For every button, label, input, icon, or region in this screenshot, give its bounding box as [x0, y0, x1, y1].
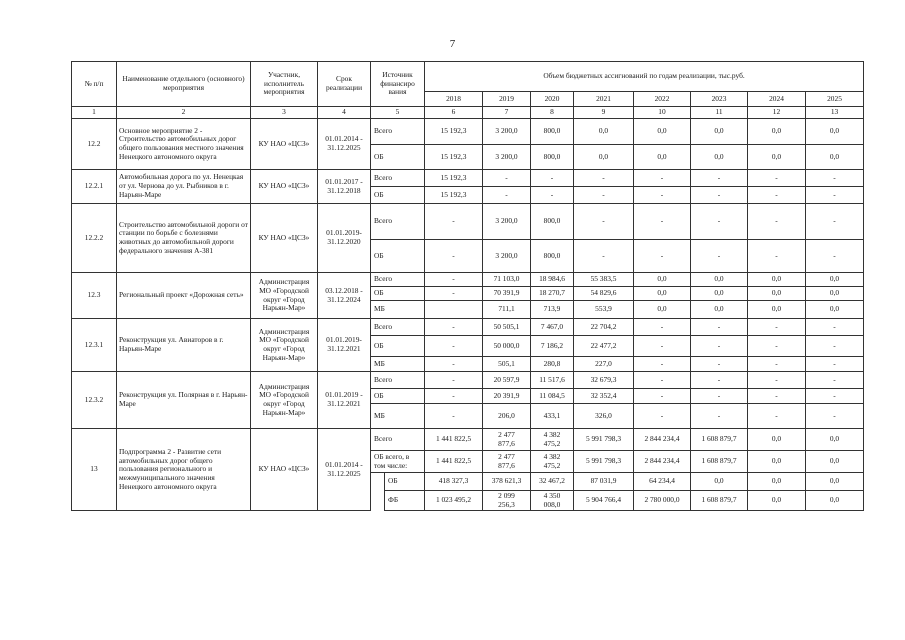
- budget-value: -: [691, 170, 748, 187]
- budget-value: 3 200,0: [483, 240, 531, 273]
- budget-value: 0,0: [748, 491, 806, 511]
- budget-value: 2 780 000,0: [634, 491, 691, 511]
- year-header: 2020: [531, 92, 574, 107]
- budget-value: 0,0: [574, 119, 634, 145]
- activity-name: Региональный проект «Дорожная сеть»: [117, 273, 251, 319]
- header-num: № п/п: [72, 62, 117, 107]
- funding-source: ОБ: [371, 187, 425, 204]
- budget-value: -: [634, 319, 691, 336]
- budget-value: 18 984,6: [531, 273, 574, 287]
- funding-source: МБ: [371, 301, 425, 319]
- table-row: [72, 319, 864, 336]
- header-source: Источник финансиро вания: [371, 62, 425, 107]
- budget-value: 2 477 877,6: [483, 451, 531, 473]
- budget-value: 64 234,4: [634, 473, 691, 491]
- budget-value: -: [425, 357, 483, 372]
- budget-value: -: [574, 170, 634, 187]
- budget-value: 0,0: [806, 287, 864, 301]
- budget-value: 5 991 798,3: [574, 429, 634, 451]
- budget-value: 418 327,3: [425, 473, 483, 491]
- budget-value: -: [425, 319, 483, 336]
- funding-source: ОБ: [371, 240, 425, 273]
- column-index: 3: [251, 107, 318, 119]
- funding-source: Всего: [371, 319, 425, 336]
- column-index: 10: [634, 107, 691, 119]
- year-header: 2023: [691, 92, 748, 107]
- budget-value: 0,0: [806, 429, 864, 451]
- budget-value: 22 477,2: [574, 336, 634, 357]
- budget-value: -: [425, 404, 483, 429]
- budget-value: -: [634, 187, 691, 204]
- row-number: 12.2: [72, 119, 117, 170]
- participant: Администрация МО «Городской округ «Город Нарьян-Мар»: [251, 319, 318, 372]
- funding-source: ОБ: [371, 145, 425, 170]
- implementation-period: 03.12.2018 - 31.12.2024: [318, 273, 371, 319]
- column-index: 4: [318, 107, 371, 119]
- budget-value: 71 103,0: [483, 273, 531, 287]
- budget-table: [71, 61, 864, 511]
- header-row-top: [72, 62, 864, 92]
- budget-value: 87 031,9: [574, 473, 634, 491]
- budget-value: -: [748, 372, 806, 389]
- budget-value: 1 441 822,5: [425, 451, 483, 473]
- indent-cell: [371, 473, 385, 511]
- column-index: 1: [72, 107, 117, 119]
- budget-value: 1 441 822,5: [425, 429, 483, 451]
- column-index: 7: [483, 107, 531, 119]
- budget-value: 2 099 256,3: [483, 491, 531, 511]
- table-row: [72, 170, 864, 187]
- funding-source: ОБ: [371, 389, 425, 404]
- budget-value: 0,0: [806, 119, 864, 145]
- column-index: 6: [425, 107, 483, 119]
- budget-value: 227,0: [574, 357, 634, 372]
- budget-value: -: [748, 357, 806, 372]
- budget-value: -: [748, 240, 806, 273]
- budget-value: 0,0: [806, 491, 864, 511]
- implementation-period: 01.01.2019 - 31.12.2021: [318, 372, 371, 429]
- budget-value: 0,0: [691, 273, 748, 287]
- column-index: 5: [371, 107, 425, 119]
- budget-value: [425, 301, 483, 319]
- budget-value: 50 505,1: [483, 319, 531, 336]
- budget-value: 0,0: [634, 301, 691, 319]
- budget-value: 0,0: [748, 473, 806, 491]
- budget-value: -: [634, 204, 691, 240]
- row-number: 12.3: [72, 273, 117, 319]
- budget-value: 4 382 475,2: [531, 451, 574, 473]
- funding-source: Всего: [371, 273, 425, 287]
- budget-value: 2 844 234,4: [634, 429, 691, 451]
- activity-name: Основное мероприятие 2 - Строительство автомобильных дорог общего пользования местного значения Ненецкого автономного округа: [117, 119, 251, 170]
- budget-value: -: [748, 187, 806, 204]
- budget-value: -: [574, 240, 634, 273]
- row-number: 12.3.1: [72, 319, 117, 372]
- budget-value: 326,0: [574, 404, 634, 429]
- budget-value: -: [806, 389, 864, 404]
- budget-value: 0,0: [806, 145, 864, 170]
- budget-value: -: [634, 372, 691, 389]
- budget-value: -: [425, 336, 483, 357]
- budget-value: 0,0: [691, 301, 748, 319]
- budget-value: -: [806, 336, 864, 357]
- budget-value: -: [691, 204, 748, 240]
- participant: КУ НАО «ЦСЗ»: [251, 429, 318, 511]
- budget-value: 55 383,5: [574, 273, 634, 287]
- budget-value: 433,1: [531, 404, 574, 429]
- budget-value: -: [691, 389, 748, 404]
- budget-value: 0,0: [748, 451, 806, 473]
- budget-value: -: [691, 187, 748, 204]
- budget-value: -: [806, 170, 864, 187]
- budget-value: -: [634, 404, 691, 429]
- budget-value: -: [574, 187, 634, 204]
- budget-value: -: [425, 240, 483, 273]
- budget-value: -: [483, 187, 531, 204]
- budget-value: 5 991 798,3: [574, 451, 634, 473]
- header-period: Срок реализации: [318, 62, 371, 107]
- budget-value: 5 904 766,4: [574, 491, 634, 511]
- activity-name: Реконструкция ул. Полярная в г. Нарьян-Маре: [117, 372, 251, 429]
- budget-value: 18 270,7: [531, 287, 574, 301]
- budget-value: -: [748, 204, 806, 240]
- column-index: 8: [531, 107, 574, 119]
- budget-value: 7 186,2: [531, 336, 574, 357]
- header-index-row: [72, 107, 864, 119]
- budget-value: 70 391,9: [483, 287, 531, 301]
- activity-name: Строительство автомобильной дороги от станции по борьбе с болезнями животных до автомобильной дороги федерального значения А-381: [117, 204, 251, 273]
- budget-value: -: [425, 372, 483, 389]
- budget-value: -: [634, 389, 691, 404]
- budget-value: 800,0: [531, 145, 574, 170]
- budget-value: 0,0: [748, 429, 806, 451]
- budget-value: 1 608 879,7: [691, 491, 748, 511]
- budget-value: -: [531, 187, 574, 204]
- budget-value: -: [748, 336, 806, 357]
- budget-value: 3 200,0: [483, 204, 531, 240]
- budget-value: 4 382 475,2: [531, 429, 574, 451]
- table-row: [72, 204, 864, 240]
- budget-value: 4 350 008,0: [531, 491, 574, 511]
- budget-value: -: [691, 404, 748, 429]
- budget-value: 713,9: [531, 301, 574, 319]
- budget-table-container: [71, 61, 863, 511]
- table-row: [72, 429, 864, 451]
- funding-source: ОБ всего, в том числе:: [371, 451, 425, 473]
- funding-source: МБ: [371, 404, 425, 429]
- budget-value: 206,0: [483, 404, 531, 429]
- budget-value: 280,8: [531, 357, 574, 372]
- budget-value: 505,1: [483, 357, 531, 372]
- budget-value: 0,0: [634, 287, 691, 301]
- budget-value: 22 704,2: [574, 319, 634, 336]
- budget-value: -: [425, 389, 483, 404]
- budget-value: 800,0: [531, 204, 574, 240]
- row-number: 12.2.2: [72, 204, 117, 273]
- funding-source: ОБ: [371, 336, 425, 357]
- budget-value: 0,0: [634, 273, 691, 287]
- funding-source: Всего: [371, 429, 425, 451]
- budget-value: 0,0: [691, 119, 748, 145]
- implementation-period: 01.01.2019- 31.12.2021: [318, 319, 371, 372]
- year-header: 2025: [806, 92, 864, 107]
- implementation-period: 01.01.2014 - 31.12.2025: [318, 429, 371, 511]
- budget-value: 11 084,5: [531, 389, 574, 404]
- budget-value: 32 467,2: [531, 473, 574, 491]
- budget-value: 0,0: [748, 287, 806, 301]
- budget-value: 50 000,0: [483, 336, 531, 357]
- implementation-period: 01.01.2014 - 31.12.2025: [318, 119, 371, 170]
- budget-value: -: [748, 389, 806, 404]
- activity-name: Реконструкция ул. Авиаторов в г. Нарьян-Маре: [117, 319, 251, 372]
- funding-source: ФБ: [385, 491, 425, 511]
- budget-value: -: [425, 204, 483, 240]
- budget-value: -: [691, 319, 748, 336]
- budget-value: 11 517,6: [531, 372, 574, 389]
- budget-value: -: [634, 170, 691, 187]
- budget-value: -: [425, 273, 483, 287]
- budget-value: -: [634, 240, 691, 273]
- budget-value: -: [806, 204, 864, 240]
- implementation-period: 01.01.2019- 31.12.2020: [318, 204, 371, 273]
- budget-value: -: [531, 170, 574, 187]
- budget-value: 1 023 495,2: [425, 491, 483, 511]
- column-index: 11: [691, 107, 748, 119]
- budget-value: 15 192,3: [425, 119, 483, 145]
- column-index: 12: [748, 107, 806, 119]
- funding-source: Всего: [371, 170, 425, 187]
- row-number: 13: [72, 429, 117, 511]
- participant: КУ НАО «ЦСЗ»: [251, 170, 318, 204]
- funding-source: Всего: [371, 372, 425, 389]
- budget-value: 0,0: [748, 301, 806, 319]
- budget-value: 0,0: [691, 287, 748, 301]
- budget-value: -: [634, 357, 691, 372]
- budget-value: -: [806, 319, 864, 336]
- budget-value: 0,0: [806, 451, 864, 473]
- budget-value: -: [806, 357, 864, 372]
- budget-value: -: [574, 204, 634, 240]
- participant: Администрация МО «Городской округ «Город Нарьян-Мар»: [251, 273, 318, 319]
- page-number: 7: [449, 38, 456, 50]
- budget-value: 0,0: [691, 473, 748, 491]
- budget-value: 800,0: [531, 240, 574, 273]
- budget-value: 0,0: [748, 273, 806, 287]
- column-index: 13: [806, 107, 864, 119]
- budget-value: 378 621,3: [483, 473, 531, 491]
- budget-value: 0,0: [574, 145, 634, 170]
- column-index: 2: [117, 107, 251, 119]
- year-header: 2024: [748, 92, 806, 107]
- budget-value: 0,0: [748, 145, 806, 170]
- budget-value: 553,9: [574, 301, 634, 319]
- budget-value: -: [806, 240, 864, 273]
- budget-value: -: [806, 187, 864, 204]
- budget-value: 2 844 234,4: [634, 451, 691, 473]
- budget-value: -: [806, 372, 864, 389]
- budget-value: -: [691, 240, 748, 273]
- participant: Администрация МО «Городской округ «Город Нарьян-Мар»: [251, 372, 318, 429]
- budget-value: 15 192,3: [425, 170, 483, 187]
- column-index: 9: [574, 107, 634, 119]
- budget-value: 20 597,9: [483, 372, 531, 389]
- budget-value: -: [806, 404, 864, 429]
- funding-source: МБ: [371, 357, 425, 372]
- table-row: [72, 372, 864, 389]
- budget-value: 54 829,6: [574, 287, 634, 301]
- funding-source: Всего: [371, 204, 425, 240]
- year-header: 2022: [634, 92, 691, 107]
- budget-value: -: [425, 287, 483, 301]
- budget-value: -: [748, 319, 806, 336]
- table-row: [72, 119, 864, 145]
- budget-value: 1 608 879,7: [691, 429, 748, 451]
- budget-value: 3 200,0: [483, 119, 531, 145]
- budget-value: 0,0: [634, 145, 691, 170]
- budget-value: 20 391,9: [483, 389, 531, 404]
- budget-value: -: [691, 357, 748, 372]
- header-participant: Участник, исполнитель мероприятия: [251, 62, 318, 107]
- budget-value: 0,0: [748, 119, 806, 145]
- budget-value: 15 192,3: [425, 187, 483, 204]
- budget-value: 3 200,0: [483, 145, 531, 170]
- table-row: [72, 273, 864, 287]
- budget-value: -: [691, 372, 748, 389]
- row-number: 12.3.2: [72, 372, 117, 429]
- activity-name: Подпрограмма 2 - Развитие сети автомобильных дорог общего пользования регионального и межмуниципального значения Ненецкого автономного округа: [117, 429, 251, 511]
- budget-value: 32 679,3: [574, 372, 634, 389]
- funding-source: Всего: [371, 119, 425, 145]
- budget-value: -: [748, 170, 806, 187]
- budget-value: 2 477 877,6: [483, 429, 531, 451]
- budget-value: -: [634, 336, 691, 357]
- budget-value: -: [691, 336, 748, 357]
- activity-name: Автомобильная дорога по ул. Ненецкая от ул. Чернова до ул. Рыбников в г. Нарьян-Маре: [117, 170, 251, 204]
- budget-value: 711,1: [483, 301, 531, 319]
- budget-value: 0,0: [806, 273, 864, 287]
- budget-value: -: [483, 170, 531, 187]
- year-header: 2021: [574, 92, 634, 107]
- budget-value: 800,0: [531, 119, 574, 145]
- funding-source: ОБ: [371, 287, 425, 301]
- budget-value: 0,0: [806, 473, 864, 491]
- budget-value: -: [748, 404, 806, 429]
- header-name: Наименование отдельного (основного) мероприятия: [117, 62, 251, 107]
- header-volume: Объем бюджетных ассигнований по годам реализации, тыс.руб.: [425, 62, 864, 92]
- funding-source: ОБ: [385, 473, 425, 491]
- budget-value: 32 352,4: [574, 389, 634, 404]
- participant: КУ НАО «ЦСЗ»: [251, 204, 318, 273]
- participant: КУ НАО «ЦСЗ»: [251, 119, 318, 170]
- budget-value: 15 192,3: [425, 145, 483, 170]
- budget-value: 0,0: [691, 145, 748, 170]
- row-number: 12.2.1: [72, 170, 117, 204]
- year-header: 2018: [425, 92, 483, 107]
- budget-value: 0,0: [634, 119, 691, 145]
- implementation-period: 01.01.2017 - 31.12.2018: [318, 170, 371, 204]
- year-header: 2019: [483, 92, 531, 107]
- budget-value: 1 608 879,7: [691, 451, 748, 473]
- budget-value: 0,0: [806, 301, 864, 319]
- budget-value: 7 467,0: [531, 319, 574, 336]
